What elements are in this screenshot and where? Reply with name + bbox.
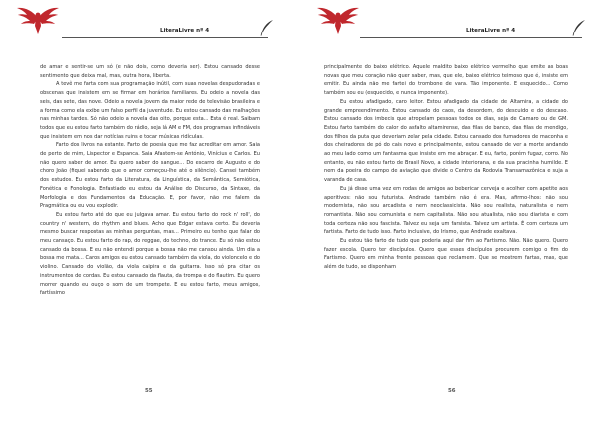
- paragraph: de amar e sentir-se um só (e não dois, como deveria ser). Estou cansado desse sentimento que deixa mal, mas, outra hora, liberta.: [40, 64, 260, 79]
- paragraph: Farto dos livros na estante. Farto de poesia que me faz acreditar em amor. Saia de perto de mim, Lispector e Espanca. Saia Afastem-se António, Vinícius e Carlos. Eu não quero saber de amor. Eu quero saber do sangue... Do escarro de Augusto e do choro João (fiquei sabendo que o amor começou-lhe até o silêncio). Cansei também dos estudos. Eu estou farto da Literatura, da Linguística, da Semântica, Semiótica, Fonética e Fonologia. Enfastiado eu estou da Análise do Discurso, da Sintaxe, da Morfologia e dos Fundamentos da Educação. E, por favor, não me falem da Pragmática ou eu vou explodir.: [40, 142, 260, 210]
- page-number: 55: [145, 388, 153, 394]
- magazine-title: LiteraLivre nº 4: [466, 28, 516, 34]
- header-rule: [62, 37, 268, 38]
- right-page: [300, 0, 600, 424]
- paragraph: Eu estou farto até do que eu julgava amar. Eu estou farto do rock n' roll', do country n' western, do rhythm and blues. Acho que Edgar estava certo. Eu deveria mesmo buscar respostas as minhas perguntas, mas... Primeiro eu tenho que falar do meu cansaço. Eu estou farto do rap, do reggae, do techno, do trance. Eu só não estou cansado da bossa. E eu não entendi porque a bossa não me cansou ainda. Um dia a bossa me mata... Caros amigos eu estou cansado também da viola, do violoncelo e do violino. Cansado do violão, da viola caipira e da guitarra. Isso só pra citar os instrumentos de cordas. Eu estou cansado da flauta, da trompa e do flautim. Eu quero morrer quando eu ouço o som de um trompete. E eu estou farto, meus amigos, fartíssimo: [40, 211, 260, 297]
- paragraph: Eu estou tão farto de tudo que poderia aqui dar fim ao Fartismo. Não. Não quero. Quero fazer escola. Quero ter discípulos. Quero que esses discípulos procurem comigo o fim do Fartismo. Quero em minha frente pessoas que reclamem. Que se mostrem fartas, mas, que além de tudo, se disponham: [324, 238, 568, 271]
- phoenix-logo-icon: [316, 4, 360, 36]
- page-header: [62, 24, 272, 38]
- phoenix-logo-icon: [16, 4, 60, 36]
- quill-pen-icon: [260, 20, 274, 36]
- magazine-title: LiteraLivre nº 4: [160, 28, 210, 34]
- quill-pen-icon: [572, 20, 586, 36]
- paragraph: Eu estou afadigado, caro leitor. Estou afadigado da cidade de Altamira, a cidade do grande empreendimento. Estou cansado do caos, da desordem, do descuido e do descaso. Estou cansado dos imbecis que atropelam pessoas todos os dias, seja de Camaro ou de GM. Estou farto também do calor do asfalto altamirense, das filas de banco, das filas de mendigo, dos filhos da puta que deveriam zelar pela cidade. Estou cansado dos fumadores de maconha e dos cheiradores de pó do cais novo e principalmente, estou cansado de ver a morte andando ao meu lado como um fantasma que insiste em me abraçar. E eu, farto, porém fugaz, corro. No entanto, eu não estou farto de Brasil Novo, a cidade interiorana, e da sua pracinha humilde. E nem da poeira do campo de aviação que divide o Centro da Rodovia Transamazônica e suja a varanda de casa.: [324, 98, 568, 184]
- page-header: [360, 24, 586, 38]
- article-body: [40, 63, 260, 298]
- paragraph: principalmente do baixo elétrico. Aquele maldito baixo elétrico vermelho que emite as boas novas que meu coração não quer saber, mas, que ele, baixo elétrico teimoso que é, insiste em emitir. Eu ainda não me fartei do trombone de vara. Tão imponente. E esquecido... Como também sou eu (esquecido, e nunca imponente).: [324, 64, 568, 97]
- article-body: [324, 63, 568, 272]
- paragraph: Eu já disse uma vez em rodas de amigos ao bebericar cerveja e acolher com apetite aos aperitivos: não sou futurista. Andrade também não é era. Mas, afirmo-lhos: não sou modernista, não sou arcadista e nem neoclassicista. Não sou realista, naturalista e nem romantista. Não sou comunista e nem capitalista. Não sou atualista, não sou diarista e com toda certeza não sou fascista. Talvez eu seja um farsista. Talvez um artista. É com certeza um fartista. Farto de tudo isso. Farto inclusive, do Irismo, que Andrade exaltava.: [324, 185, 568, 236]
- paragraph: A tevê me farta com sua programação inútil, com suas novelas despudoradas e obscenas que insistem em se firmar em horários familiares. Eu odeio a novela das seis, das sete, das nove. Odeio a novela jovem da maior rede de televisão brasileira e a forma como ela exibe um falso perfil da juventude. Eu estou cansado das malhações nas minhas tardes. Só não odeio a novela das oito, porque esta... Esta é real. Saibam todos que eu estou farto também do rádio, seja lá AM e FM, dos programas infindáveis que insistem em nos dar notícias ruins e tocar músicas ridículas.: [40, 81, 260, 140]
- page-number: 56: [448, 388, 456, 394]
- header-rule: [360, 37, 582, 38]
